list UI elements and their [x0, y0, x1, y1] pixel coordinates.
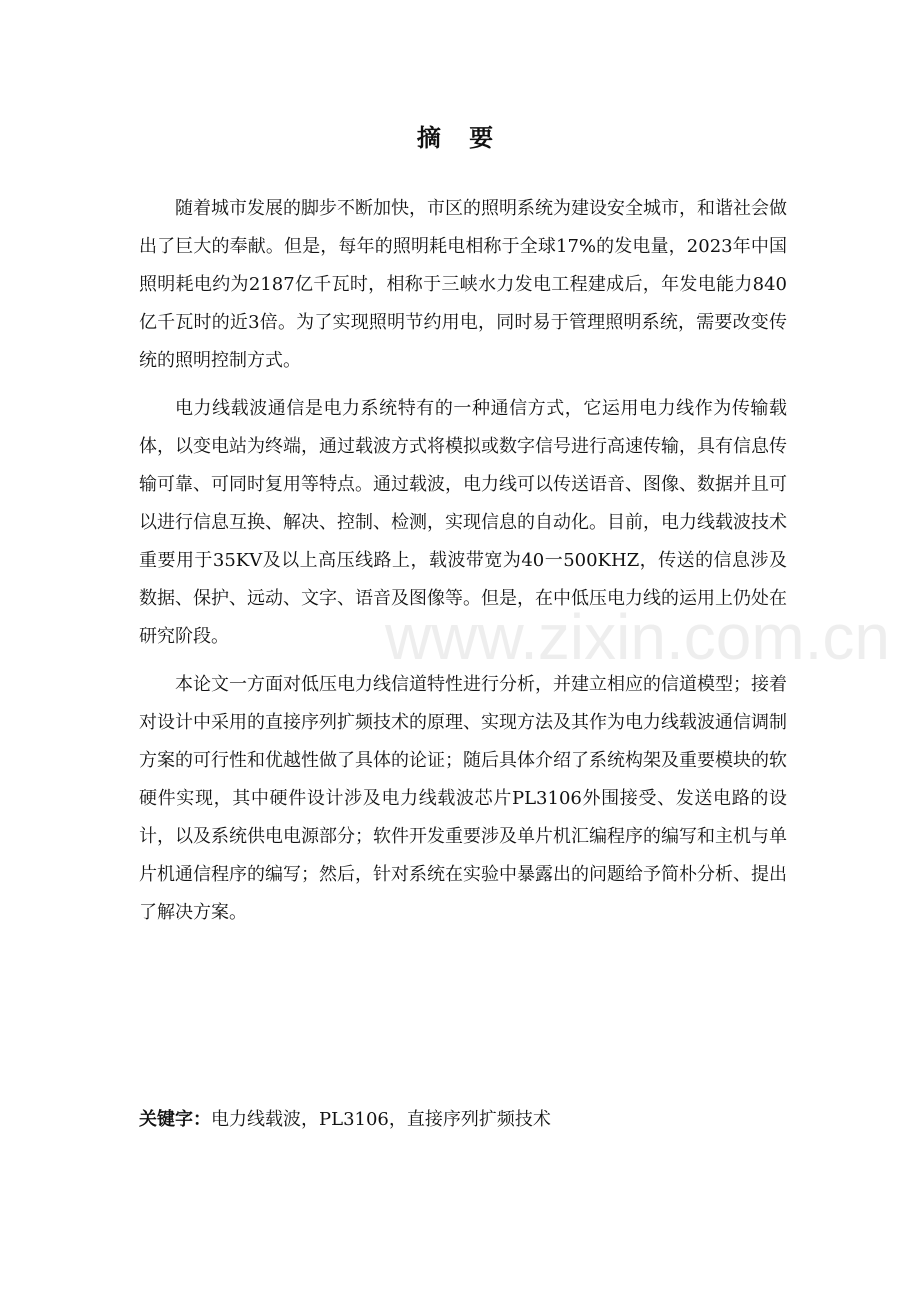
abstract-title: 摘 要 [416, 124, 504, 152]
keywords-value: 电力线载波，PL3106，直接序列扩频技术 [211, 1109, 551, 1130]
abstract-paragraph-2: 电力线载波通信是电力系统特有的一种通信方式，它运用电力线作为传输载体，以变电站为终端，通过载波方式将模拟或数字信号进行高速传输，具有信息传输可靠、可同时复用等特点。通过载波，电力线可以传送语音、图像、数据并且可以进行信息互换、解决、控制、检测，实现信息的自动化。目前，电力线载波技术重要用于35KV及以上高压线路上，载波带宽为40一500KHZ，传送的信息涉及数据、保护、远动、文字、语音及图像等。但是，在中低压电力线的运用上仍处在研究阶段。 [139, 398, 787, 647]
keywords-label: 关键字： [139, 1109, 211, 1130]
abstract-paragraph-1: 随着城市发展的脚步不断加快，市区的照明系统为建设安全城市，和谐社会做出了巨大的奉献。但是，每年的照明耗电相称于全球17%的发电量，2023年中国照明耗电约为2187亿千瓦时，相称于三峡水力发电工程建成后，年发电能力840亿千瓦时的近3倍。为了实现照明节约用电，同时易于管理照明系统，需要改变传统的照明控制方式。 [139, 198, 787, 371]
keywords-line [139, 1105, 787, 1135]
abstract-body [139, 190, 787, 942]
abstract-paragraph-3: 本论文一方面对低压电力线信道特性进行分析，并建立相应的信道模型；接着对设计中采用的直接序列扩频技术的原理、实现方法及其作为电力线载波通信调制方案的可行性和优越性做了具体的论证；随后具体介绍了系统构架及重要模块的软硬件实现，其中硬件设计涉及电力线载波芯片PL3106外围接受、发送电路的设计，以及系统供电电源部分；软件开发重要涉及单片机汇编程序的编写和主机与单片机通信程序的编写；然后，针对系统在实验中暴露出的问题给予简朴分析、提出了解决方案。 [139, 674, 787, 923]
watermark: www.zixin.com.cn [385, 601, 890, 673]
